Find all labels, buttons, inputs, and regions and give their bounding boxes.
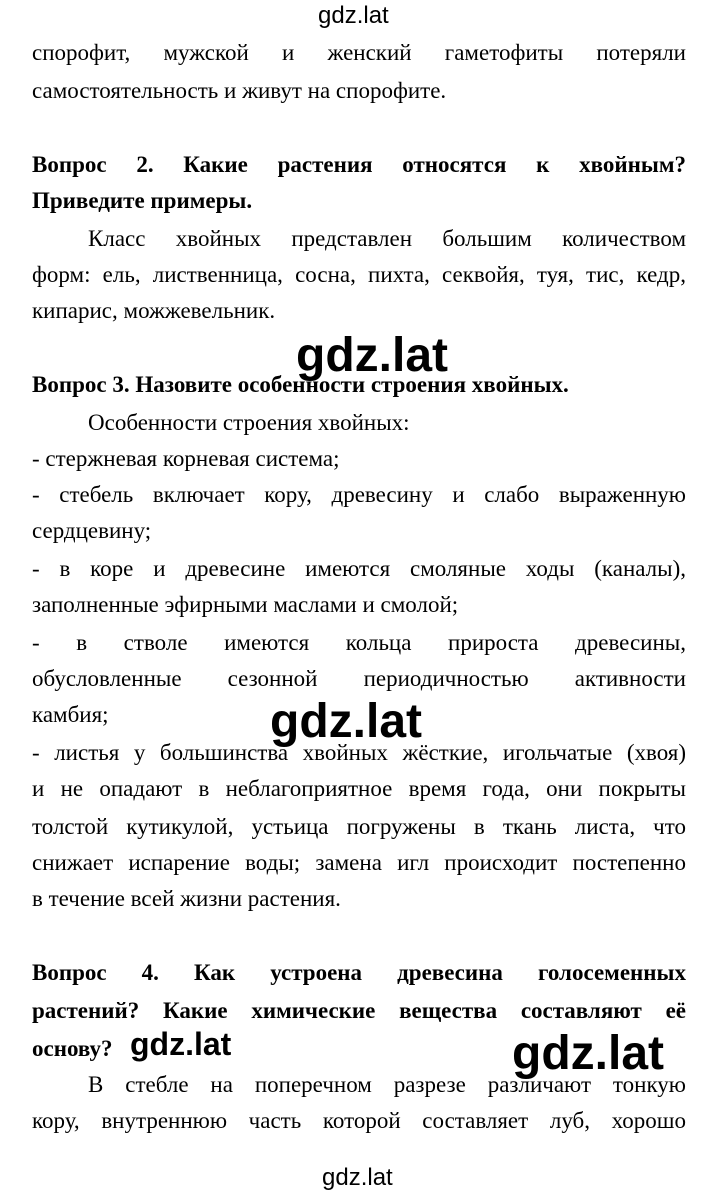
question-4-heading-cont: растений? Какие химические вещества составляют её xyxy=(32,998,686,1023)
text-line: кору, внутреннюю часть которой составляет луб, хорошо xyxy=(32,1108,686,1133)
text-line: толстой кутикулой, устьица погружены в ткань листа, что xyxy=(32,814,686,839)
text-line: - в стволе имеются кольца прироста древесины, xyxy=(32,630,686,655)
text-line: заполненные эфирными маслами и смолой; xyxy=(32,592,459,617)
text-line: кипарис, можжевельник. xyxy=(32,298,276,323)
text-line: сердцевину; xyxy=(32,518,152,543)
text-line: снижает испарение воды; замена игл происходит постепенно xyxy=(32,850,686,875)
text-line: и не опадают в неблагоприятное время года, они покрыты xyxy=(32,776,686,801)
text-line: В стебле на поперечном разрезе различают тонкую xyxy=(88,1072,686,1097)
watermark-lower-right: gdz.lat xyxy=(512,1027,664,1080)
text-line: в течение всей жизни растения. xyxy=(32,886,341,911)
question-2-heading: Вопрос 2. Какие растения относятся к хвойным? xyxy=(32,152,686,177)
watermark-middle-1: gdz.lat xyxy=(296,329,448,382)
watermark-middle-2: gdz.lat xyxy=(270,695,422,748)
text-line: - стержневая корневая система; xyxy=(32,446,340,471)
text-line: спорофит, мужской и женский гаметофиты потеряли xyxy=(32,40,686,65)
text-line: форм: ель, лиственница, сосна, пихта, секвойя, туя, тис, кедр, xyxy=(32,262,686,287)
text-line: Особенности строения хвойных: xyxy=(88,410,410,435)
watermark-top: gdz.lat xyxy=(318,2,389,29)
text-line: обусловленные сезонной периодичностью активности xyxy=(32,666,686,691)
text-line: Класс хвойных представлен большим количеством xyxy=(88,226,686,251)
watermark-bottom: gdz.lat xyxy=(322,1164,393,1191)
text-line: - листья у большинства хвойных жёсткие, игольчатые (хвоя) xyxy=(32,740,686,765)
watermark-inline: gdz.lat xyxy=(130,1026,232,1062)
text-line: самостоятельность и живут на спорофите. xyxy=(32,78,447,103)
text-line: - в коре и древесине имеются смоляные ходы (каналы), xyxy=(32,556,686,581)
question-2-heading-cont: Приведите примеры. xyxy=(32,188,253,213)
question-4-heading-end: основу? xyxy=(32,1036,113,1061)
text-line: камбия; xyxy=(32,702,109,727)
question-3-heading: Вопрос 3. Назовите особенности строения хвойных. xyxy=(32,372,569,397)
question-4-heading: Вопрос 4. Как устроена древесина голосеменных xyxy=(32,960,686,985)
text-line: - стебель включает кору, древесину и слабо выраженную xyxy=(32,482,686,507)
